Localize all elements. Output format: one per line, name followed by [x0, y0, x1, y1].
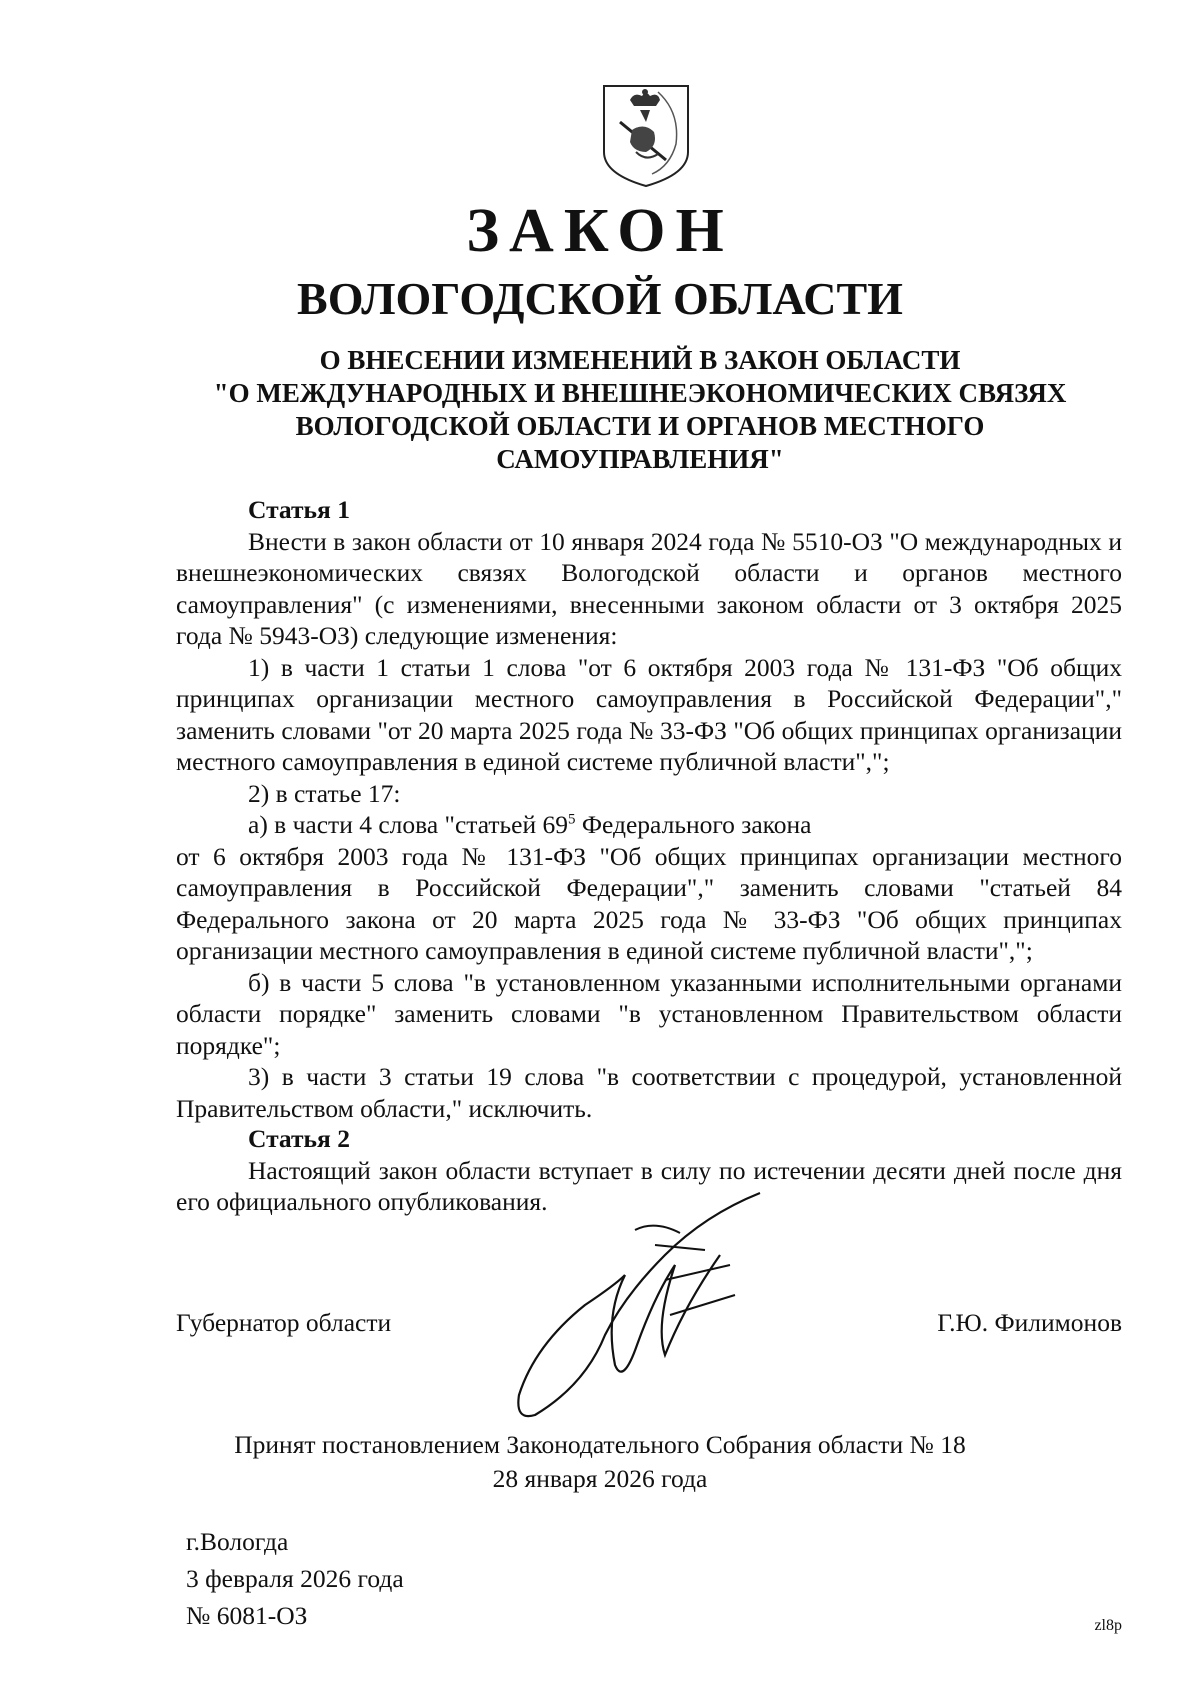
- adoption-note: [0, 1428, 1200, 1496]
- article-1-item-2: 2) в статье 17:: [248, 778, 401, 808]
- article-1-intro: Внести в закон области от 10 января 2024 года № 5510-ОЗ "О международных и внешнеэкономических связях Вологодской области и органов местного самоуправления" (с изменениями, внесенными законом области от 3 октября 2025 года № 5943-ОЗ) следующие изменения:: [176, 526, 1122, 650]
- item-2a-text: Федерального закона: [575, 810, 812, 839]
- article-1-heading: Статья 1: [248, 495, 350, 524]
- article-2-text: Настоящий закон области вступает в силу по истечении десяти дней после дня его официального опубликования.: [176, 1155, 1122, 1216]
- region-title: ВОЛОГОДСКОЙ ОБЛАСТИ: [297, 273, 903, 324]
- signatory-name: Г.Ю. Филимонов: [937, 1308, 1122, 1337]
- handwritten-signature: [505, 1185, 845, 1425]
- coat-of-arms-emblem: [600, 82, 692, 188]
- document-code: zl8p: [1094, 1617, 1122, 1634]
- law-subject-title: [170, 344, 1110, 476]
- footer-date: 3 февраля 2026 года: [186, 1564, 404, 1593]
- article-1: [176, 494, 1122, 1124]
- article-2-heading: Статья 2: [248, 1124, 350, 1153]
- adoption-resolution: Принят постановлением Законодательного Собрания области № 18: [234, 1430, 966, 1459]
- document-footer: [186, 1523, 404, 1634]
- subject-line: ВОЛОГОДСКОЙ ОБЛАСТИ И ОРГАНОВ МЕСТНОГО: [295, 411, 985, 441]
- document-type-title: ЗАКОН: [466, 197, 734, 265]
- superscript: 5: [568, 811, 576, 828]
- article-1-item-1: 1) в части 1 статьи 1 слова "от 6 октября 2003 года № 131-ФЗ "Об общих принципах организации местного самоуправления в Российской Федерации"," заменить словами "от 20 марта 2025 года № 33-ФЗ "Об общих принципах организации местного самоуправления в единой системе публичной власти",";: [176, 652, 1122, 776]
- footer-city: г.Вологда: [186, 1527, 289, 1556]
- article-1-item-3: 3) в части 3 статьи 19 слова "в соответствии с процедурой, установленной Правительством области," исключить.: [176, 1062, 1122, 1123]
- article-1-item-2a-continuation: от 6 октября 2003 года № 131-ФЗ "Об общих принципах организации местного самоуправления в Российской Федерации"," заменить словами "статьей 84 Федерального закона от 20 марта 2025 года № 33-ФЗ "Об общих принципах организации местного самоуправления в единой системе публичной власти",";: [176, 841, 1122, 965]
- subject-line: "О МЕЖДУНАРОДНЫХ И ВНЕШНЕЭКОНОМИЧЕСКИХ СВЯЗЯХ: [213, 378, 1067, 408]
- subject-line: САМОУПРАВЛЕНИЯ": [496, 444, 784, 474]
- article-1-item-2a-start: [176, 809, 1122, 841]
- item-2a-text: а) в части 4 слова "статьей 69: [248, 810, 568, 839]
- article-1-item-2b: б) в части 5 слова "в установленном указанными исполнительными органами области порядке" заменить словами "в установленном Правительством области порядке";: [176, 967, 1122, 1060]
- footer-law-number: № 6081-ОЗ: [186, 1601, 308, 1630]
- signatory-position: Губернатор области: [176, 1308, 392, 1337]
- subject-line: О ВНЕСЕНИИ ИЗМЕНЕНИЙ В ЗАКОН ОБЛАСТИ: [319, 345, 961, 375]
- adoption-date: 28 января 2026 года: [492, 1464, 708, 1493]
